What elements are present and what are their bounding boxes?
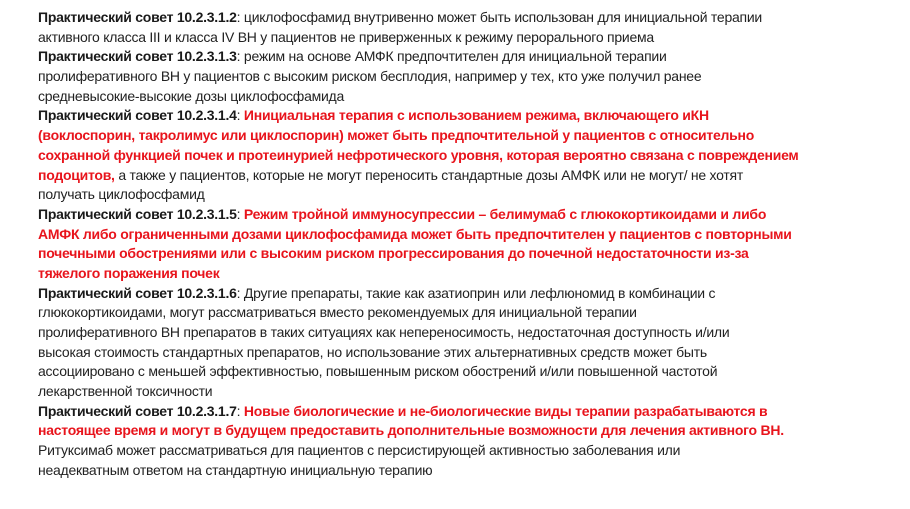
practice-point-label: Практический совет 10.2.3.1.6 xyxy=(38,284,237,301)
text-line xyxy=(38,28,898,48)
text-line xyxy=(38,244,898,264)
highlighted-text: (воклоспорин, такролимус или циклоспорин) может быть предпочтительной у пациентов с относительно xyxy=(38,127,755,144)
practice-points-document xyxy=(38,8,898,481)
text-line xyxy=(38,47,898,67)
text-line xyxy=(38,166,898,186)
body-text: Ритуксимаб может рассматриваться для пациентов с персистирующей активностью заболевания или xyxy=(38,442,681,459)
text-line xyxy=(38,461,898,481)
text-line xyxy=(38,106,898,126)
body-text: получать циклофосфамид xyxy=(38,186,205,203)
body-text: : xyxy=(236,107,244,124)
text-line xyxy=(38,382,898,402)
body-text: пролиферативного ВН у пациентов с высоким риском бесплодия, например у тех, кто уже получил ранее xyxy=(38,68,702,85)
highlighted-text: Режим тройной иммуносупрессии – белимумаб с глюкокортикоидами и либо xyxy=(243,205,767,222)
body-text: : xyxy=(236,205,244,222)
highlighted-text: настоящее время и могут в будущем предоставить дополнительные возможности для лечения активного ВН. xyxy=(38,422,784,439)
highlighted-text: АМФК либо ограниченными дозами циклофосфамида может быть предпочтителен у пациентов с повторными xyxy=(38,225,792,242)
body-text: активного класса III и класса IV ВН у пациентов не приверженных к режиму перорального приема xyxy=(38,28,654,45)
body-text: неадекватным ответом на стандартную инициальную терапию xyxy=(38,461,433,478)
practice-point-label: Практический совет 10.2.3.1.7 xyxy=(38,402,237,419)
body-text: пролиферативного ВН препаратов в таких ситуациях как непереносимость, недостаточная доступность и/или xyxy=(38,324,730,340)
body-text: : xyxy=(236,402,244,419)
practice-point-label: Практический совет 10.2.3.1.3 xyxy=(38,48,237,65)
text-line xyxy=(38,126,898,146)
text-line xyxy=(38,421,898,441)
text-line xyxy=(38,343,898,363)
highlighted-text: подоцитов, xyxy=(38,166,115,183)
practice-point-label: Практический совет 10.2.3.1.2 xyxy=(38,9,237,25)
text-line xyxy=(38,146,898,166)
text-line xyxy=(38,362,898,382)
text-line xyxy=(38,284,898,304)
body-text: средневысокие-высокие дозы циклофосфамида xyxy=(38,87,345,104)
text-line xyxy=(38,185,898,205)
body-text: : циклофосфамид внутривенно может быть использован для инициальной терапии xyxy=(236,9,762,25)
text-line xyxy=(38,8,898,28)
text-line xyxy=(38,323,898,343)
highlighted-text: сохранной функцией почек и протеинурией нефротического уровня, которая вероятно связана с повреждением xyxy=(38,146,799,163)
practice-point-label: Практический совет 10.2.3.1.5 xyxy=(38,205,237,222)
text-line xyxy=(38,303,898,323)
text-line xyxy=(38,402,898,422)
body-text: ассоциировано с меньшей эффективностью, повышенным риском обострений и/или повышенной частотой xyxy=(38,363,718,380)
body-text: лекарственной токсичности xyxy=(38,383,213,400)
body-text: : режим на основе АМФК предпочтителен для инициальной терапии xyxy=(236,48,667,65)
body-text: глюкокортикоидами, могут рассматриваться вместо рекомендуемых для инициальной терапии xyxy=(38,304,637,321)
highlighted-text: Новые биологические и не-биологические виды терапии разрабатываются в xyxy=(243,402,768,419)
highlighted-text: почечными обострениями или с высоким риском прогрессирования до почечной недостаточности из-за xyxy=(38,245,749,262)
text-line xyxy=(38,441,898,461)
text-line xyxy=(38,205,898,225)
practice-point-label: Практический совет 10.2.3.1.4 xyxy=(38,107,237,124)
body-text: а также у пациентов, которые не могут переносить стандартные дозы АМФК или не могут/ не хотят xyxy=(114,166,744,183)
text-line xyxy=(38,67,898,87)
highlighted-text: тяжелого поражения почек xyxy=(38,264,220,281)
text-line xyxy=(38,87,898,107)
text-line xyxy=(38,225,898,245)
highlighted-text: Инициальная терапия с использованием режима, включающего иКН xyxy=(243,107,709,124)
body-text: : Другие препараты, такие как азатиоприн или лефлюномид в комбинации с xyxy=(236,284,716,301)
body-text: высокая стоимость стандартных препаратов, но использование этих альтернативных средств может быть xyxy=(38,343,707,360)
text-line xyxy=(38,264,898,284)
